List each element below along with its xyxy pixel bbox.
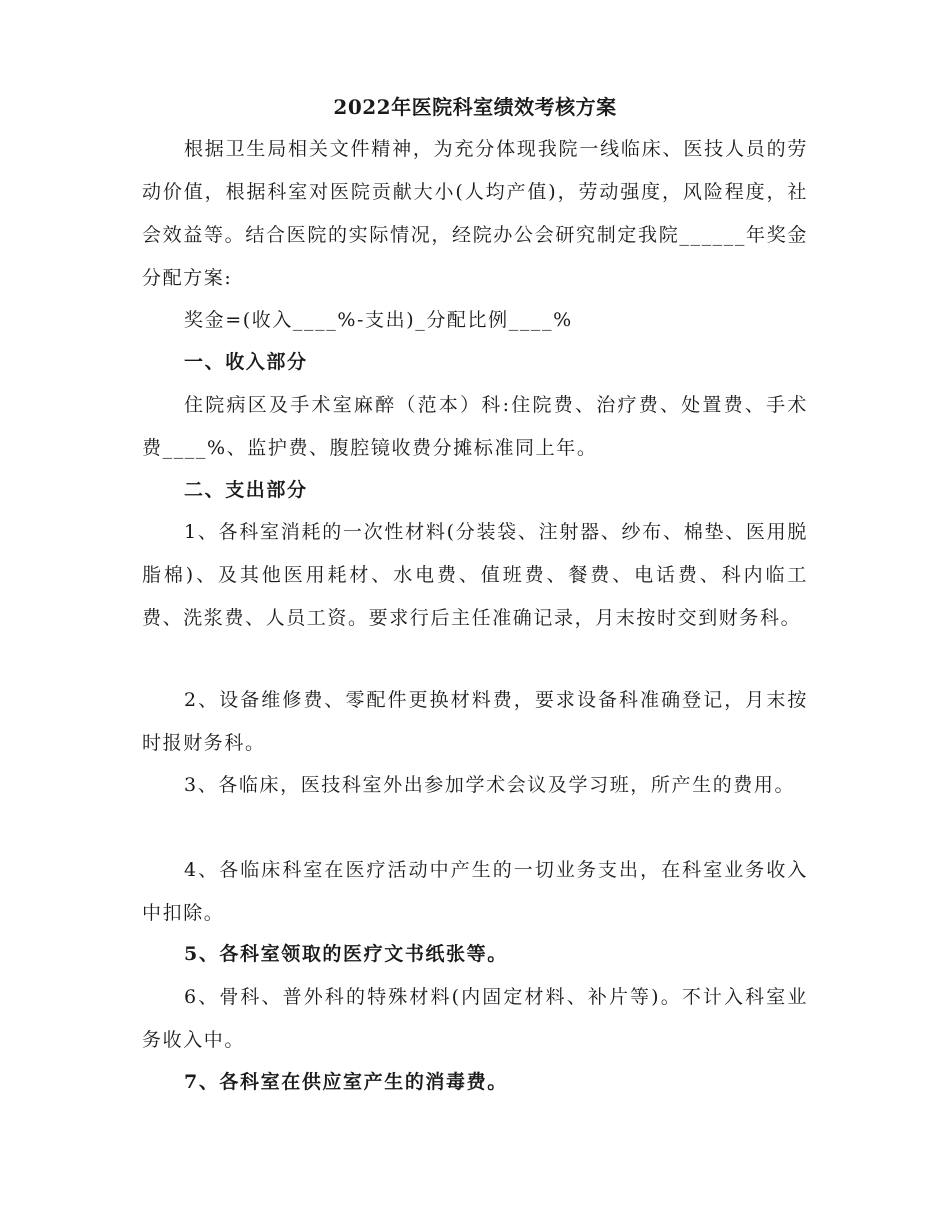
section-heading-expense: 二、支出部分 <box>184 479 308 501</box>
expense-item-4: 4、各临床科室在医疗活动中产生的一切业务支出，在科室业务收入中扣除。 <box>142 859 808 924</box>
expense-item-1: 1、各科室消耗的一次性材料(分装袋、注射器、纱布、棉垫、医用脱脂棉)、及其他医用耗材、水电费、值班费、餐费、电话费、科内临工费、洗浆费、人员工资。要求行后主任准确记录，月末按时交到财务科。 <box>142 521 808 629</box>
expense-item-5: 5、各科室领取的医疗文书纸张等。 <box>184 943 508 965</box>
bonus-formula: 奖金=(收入____%-支出)_分配比例____% <box>184 309 573 331</box>
document-title: 2022年医院科室绩效考核方案 <box>333 95 617 119</box>
expense-item-6: 6、骨科、普外科的特殊材料(内固定材料、补片等)。不计入科室业务收入中。 <box>142 986 808 1051</box>
section-heading-income: 一、收入部分 <box>184 351 308 373</box>
expense-item-3: 3、各临床，医技科室外出参加学术会议及学习班，所产生的费用。 <box>184 774 796 796</box>
expense-item-2: 2、设备维修费、零配件更换材料费，要求设备科准确登记，月末按时报财务科。 <box>142 689 808 754</box>
intro-paragraph: 根据卫生局相关文件精神，为充分体现我院一线临床、医技人员的劳动价值，根据科室对医院贡献大小(人均产值)，劳动强度，风险程度，社会效益等。结合医院的实际情况，经院办公会研究制定我院______年奖金分配方案: <box>142 138 808 289</box>
expense-item-7: 7、各科室在供应室产生的消毒费。 <box>184 1071 508 1093</box>
income-paragraph: 住院病区及手术室麻醉（范本）科:住院费、治疗费、处置费、手术费____%、监护费、腹腔镜收费分摊标准同上年。 <box>142 394 808 459</box>
